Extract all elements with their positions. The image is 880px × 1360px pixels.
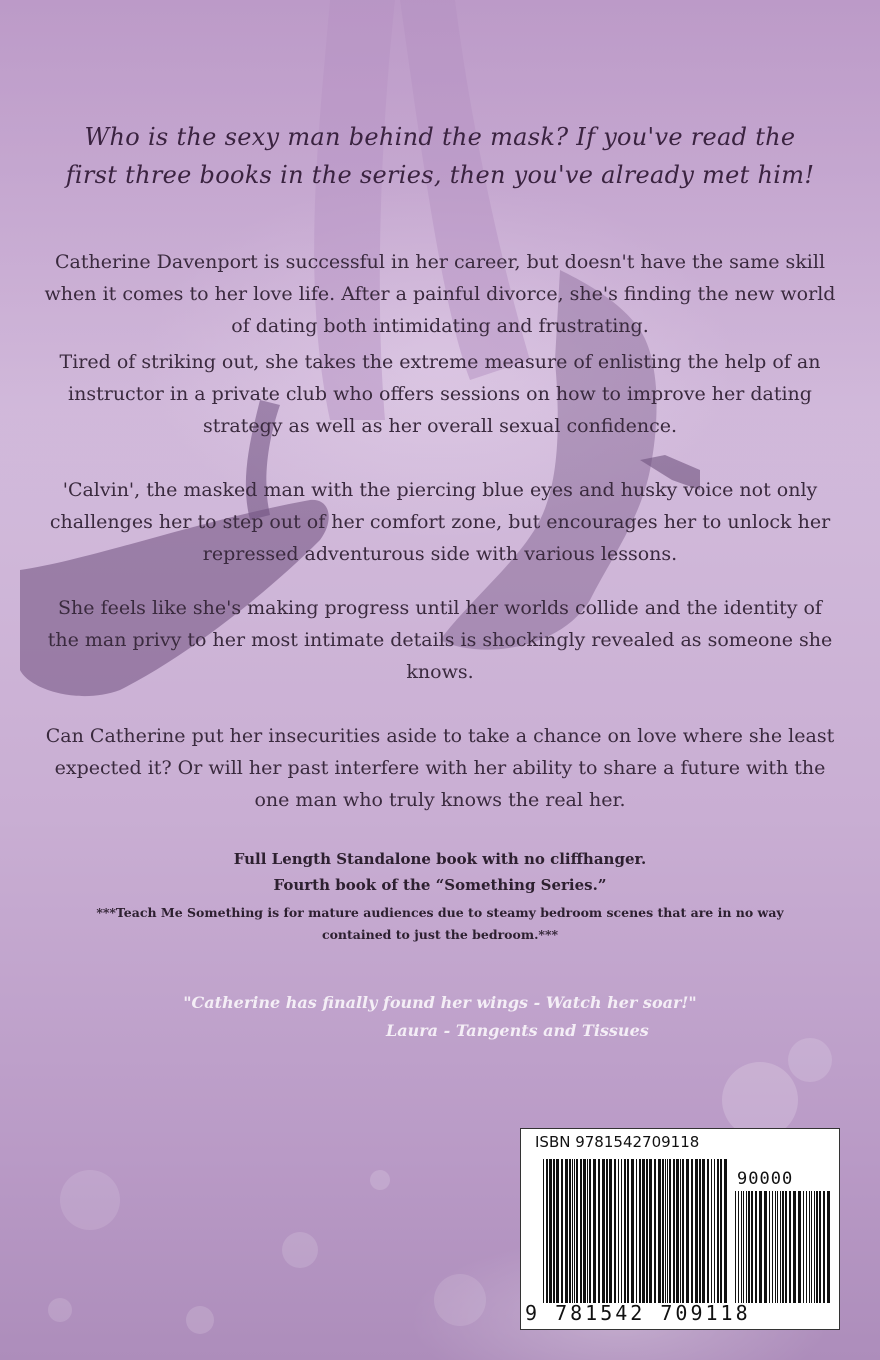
barcode-bar xyxy=(627,1159,629,1303)
barcode-bar xyxy=(569,1159,571,1303)
addon-barcode-bars xyxy=(735,1191,831,1303)
barcode-bar xyxy=(576,1159,578,1303)
barcode-bar xyxy=(720,1159,722,1303)
barcode-bar xyxy=(816,1191,818,1303)
price-code: 90000 xyxy=(737,1169,794,1189)
barcode-bar xyxy=(743,1191,744,1303)
barcode-bar xyxy=(702,1159,705,1303)
barcode-digits: 9 781542 709118 xyxy=(525,1301,751,1325)
barcode-bar xyxy=(764,1191,767,1303)
barcode-bar xyxy=(789,1191,791,1303)
barcode-bar xyxy=(772,1191,773,1303)
barcode-bar xyxy=(803,1191,804,1303)
barcode-bar xyxy=(553,1159,555,1303)
barcode-bar xyxy=(780,1191,781,1303)
barcode-bar xyxy=(819,1191,821,1303)
barcode-bar xyxy=(609,1159,612,1303)
barcode-bar xyxy=(755,1191,757,1303)
barcode-bar xyxy=(782,1191,784,1303)
blurb-paragraph-3: 'Calvin', the masked man with the piercing blue eyes and husky voice not only challenges her to step out of her comfort zone, but encourages her to unlock her repressed adventurous side with various lessons. xyxy=(49,479,831,565)
standalone-note: Full Length Standalone book with no cliffhanger. xyxy=(233,850,647,868)
barcode-bar xyxy=(621,1159,622,1303)
barcode-bar xyxy=(602,1159,605,1303)
barcode-bar xyxy=(618,1159,619,1303)
barcode-bar xyxy=(546,1159,548,1303)
barcode-bar xyxy=(680,1159,681,1303)
barcode-bar xyxy=(598,1159,600,1303)
barcode-bar xyxy=(572,1159,573,1303)
barcode-bar xyxy=(662,1159,664,1303)
tagline: Who is the sexy man behind the mask? If you've read the first three books in the series, then you've already met him! xyxy=(65,123,815,189)
barcode-bar xyxy=(711,1159,712,1303)
barcode-bar xyxy=(806,1191,807,1303)
barcode-bar xyxy=(639,1159,641,1303)
barcode-bar xyxy=(565,1159,568,1303)
barcode-bar xyxy=(665,1159,666,1303)
barcode-bar xyxy=(811,1191,812,1303)
barcode-bar xyxy=(543,1159,544,1303)
barcode-bar xyxy=(624,1159,626,1303)
barcode-bar xyxy=(636,1159,637,1303)
barcode-bar xyxy=(741,1191,742,1303)
barcode-bar xyxy=(735,1191,736,1303)
barcode-bar xyxy=(593,1159,596,1303)
barcode-bar xyxy=(658,1159,661,1303)
barcode-bar xyxy=(699,1159,701,1303)
barcode-bar xyxy=(556,1159,559,1303)
barcode-bar xyxy=(707,1159,709,1303)
barcode-bar xyxy=(642,1159,645,1303)
barcode-bar xyxy=(574,1159,575,1303)
barcode-bar xyxy=(809,1191,810,1303)
barcode-bar xyxy=(667,1159,668,1303)
barcode-bar xyxy=(724,1159,727,1303)
barcode-bar xyxy=(738,1191,739,1303)
barcode-bar xyxy=(823,1191,825,1303)
barcode-bar xyxy=(798,1191,801,1303)
barcode-bar xyxy=(717,1159,719,1303)
barcode-bar xyxy=(827,1191,830,1303)
barcode-bar xyxy=(646,1159,648,1303)
barcode-bar xyxy=(580,1159,582,1303)
blurb-paragraph-1: Catherine Davenport is successful in her career, but doesn't have the same skill when it comes to her love life. After a painful divorce, she's finding the new world of dating both intimidating and frustrating. xyxy=(44,251,836,337)
barcode-bar xyxy=(793,1191,796,1303)
blurb-paragraph-5: Can Catherine put her insecurities aside to take a chance on love where she least expected it? Or will her past interfere with her ability to share a future with the one man who truly knows the real her. xyxy=(45,725,835,811)
barcode-bar xyxy=(751,1191,753,1303)
isbn-barcode xyxy=(520,1128,840,1330)
barcode-bar xyxy=(654,1159,656,1303)
barcode-bar xyxy=(691,1159,693,1303)
barcode-bar xyxy=(669,1159,671,1303)
barcode-bars xyxy=(543,1159,729,1303)
mature-warning: ***Teach Me Something is for mature audiences due to steamy bedroom scenes that are in no way contained to just the bedroom.*** xyxy=(96,905,784,942)
barcode-bar xyxy=(686,1159,689,1303)
barcode-bar xyxy=(649,1159,652,1303)
barcode-bar xyxy=(748,1191,750,1303)
barcode-bar xyxy=(561,1159,563,1303)
barcode-bar xyxy=(682,1159,684,1303)
barcode-bar xyxy=(631,1159,634,1303)
barcode-bar xyxy=(714,1159,715,1303)
review-quote: "Catherine has finally found her wings - Watch her soar!" xyxy=(183,993,697,1012)
barcode-bar xyxy=(614,1159,616,1303)
barcode-bar xyxy=(814,1191,815,1303)
barcode-bar xyxy=(785,1191,787,1303)
barcode-bar xyxy=(676,1159,679,1303)
barcode-bar xyxy=(775,1191,776,1303)
barcode-bar xyxy=(589,1159,591,1303)
barcode-bar xyxy=(759,1191,762,1303)
isbn-label: ISBN 9781542709118 xyxy=(535,1133,700,1151)
barcode-bar xyxy=(769,1191,770,1303)
series-note: Fourth book of the “Something Series.” xyxy=(273,876,607,894)
blurb-paragraph-4: She feels like she's making progress until her worlds collide and the identity of the man privy to her most intimate details is shockingly revealed as someone she knows. xyxy=(47,597,833,683)
barcode-bar xyxy=(746,1191,747,1303)
blurb-paragraph-2: Tired of striking out, she takes the extreme measure of enlisting the help of an instructor in a private club who offers sessions on how to improve her dating strategy as well as her overall sexual confidence. xyxy=(59,351,821,437)
barcode-bar xyxy=(606,1159,608,1303)
barcode-bar xyxy=(673,1159,675,1303)
barcode-bar xyxy=(587,1159,588,1303)
review-attribution: Laura - Tangents and Tissues xyxy=(386,1021,649,1040)
barcode-bar xyxy=(695,1159,698,1303)
barcode-bar xyxy=(549,1159,552,1303)
barcode-bar xyxy=(777,1191,778,1303)
barcode-bar xyxy=(583,1159,586,1303)
